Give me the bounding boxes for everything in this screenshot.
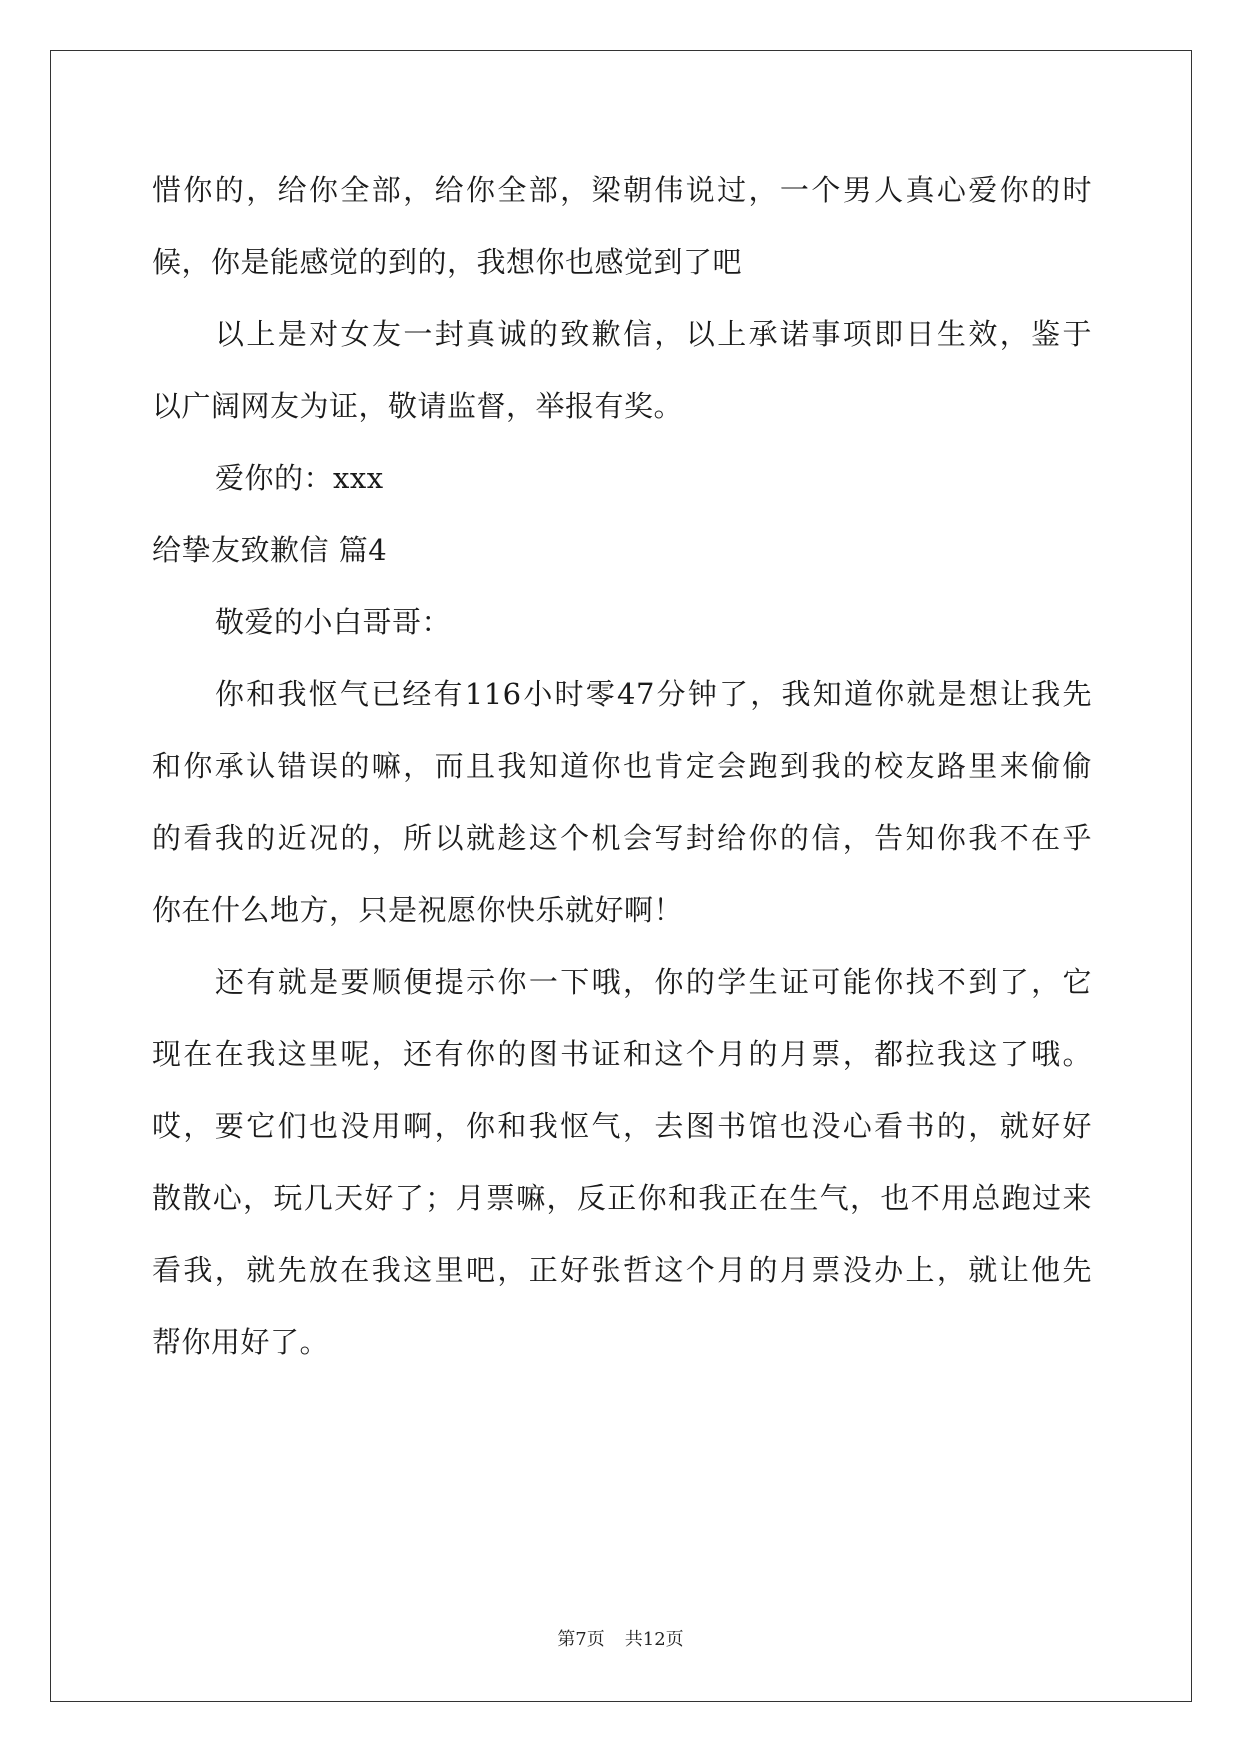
page-total: 共12页 [624,1629,684,1650]
body-line: 候，你是能感觉的到的，我想你也感觉到了吧 [152,245,743,279]
body-line: 惜你的，给你全部，给你全部，梁朝伟说过，一个男人真心爱你的时 [152,173,1092,207]
body-line: 你和我怄气已经有116小时零47分钟了，我知道你就是想让我先 [215,677,1092,711]
page-footer [0,1628,1241,1652]
signature-line: 爱你的：xxx [215,461,384,495]
section-heading: 给挚友致歉信 篇4 [152,533,388,567]
body-line: 还有就是要顺便提示你一下哦，你的学生证可能你找不到了，它 [215,965,1092,999]
body-line: 散散心，玩几天好了；月票嘛，反正你和我正在生气，也不用总跑过来 [152,1181,1092,1215]
body-line: 以上是对女友一封真诚的致歉信，以上承诺事项即日生效，鉴于 [215,317,1092,351]
page-number: 第7页 [557,1629,605,1650]
body-line: 和你承认错误的嘛，而且我知道你也肯定会跑到我的校友路里来偷偷 [152,749,1092,783]
body-line: 你在什么地方，只是祝愿你快乐就好啊！ [152,893,684,927]
page-border [50,50,1192,1702]
salutation: 敬爱的小白哥哥： [215,605,452,639]
body-line: 帮你用好了。 [152,1325,330,1359]
body-line: 看我，就先放在我这里吧，正好张哲这个月的月票没办上，就让他先 [152,1253,1092,1287]
body-line: 以广阔网友为证，敬请监督，举报有奖。 [152,389,684,423]
body-line: 的看我的近况的，所以就趁这个机会写封给你的信，告知你我不在乎 [152,821,1092,855]
body-line: 现在在我这里呢，还有你的图书证和这个月的月票，都拉我这了哦。 [152,1037,1092,1071]
body-line: 哎，要它们也没用啊，你和我怄气，去图书馆也没心看书的，就好好 [152,1109,1092,1143]
